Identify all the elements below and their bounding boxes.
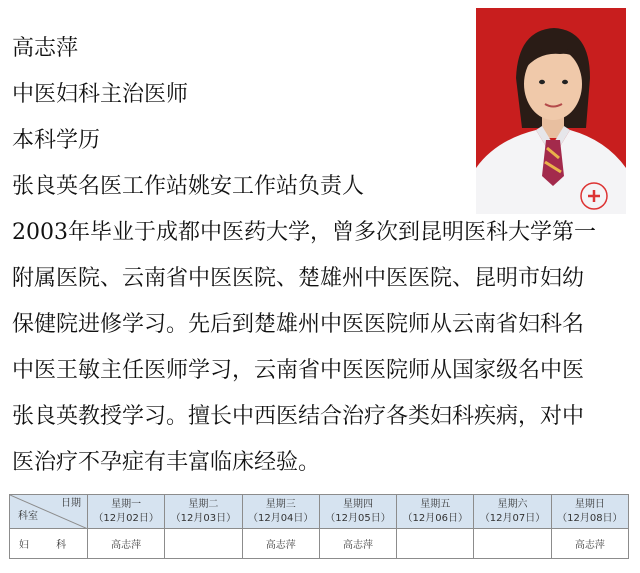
doctor-position: 张良英名医工作站姚安工作站负责人: [12, 174, 365, 199]
schedule-cell: 高志萍: [319, 529, 396, 559]
day-header: [319, 495, 396, 529]
day-weekday: 星期二: [188, 498, 219, 510]
doctor-name: 高志萍: [12, 36, 79, 61]
bio-line: 医治疗不孕症有丰富临床经验。: [12, 450, 321, 475]
bio-line: 附属医院、云南省中医医院、楚雄州中医医院、昆明市妇幼: [12, 266, 585, 291]
doctor-title: 中医妇科主治医师: [12, 82, 189, 107]
schedule-header-row: [10, 495, 629, 529]
day-weekday: 星期五: [420, 498, 451, 510]
day-header: [242, 495, 319, 529]
day-header: [88, 495, 165, 529]
day-date: （12月03日）: [170, 512, 237, 524]
schedule-cell: [165, 529, 242, 559]
day-header: [165, 495, 242, 529]
bio-line: 2003年毕业于成都中医药大学，曾多次到昆明医科大学第一: [12, 220, 596, 245]
schedule-cell: [397, 529, 474, 559]
department-cell: 妇 科: [10, 529, 88, 559]
day-date: （12月06日）: [402, 512, 468, 524]
schedule-cell: 高志萍: [88, 529, 165, 559]
bio-line: 张良英教授学习。擅长中西医结合治疗各类妇科疾病，对中: [12, 404, 585, 429]
corner-date-label: 日期: [61, 498, 81, 509]
schedule-cell: 高志萍: [551, 529, 628, 559]
doctor-portrait-icon: [476, 8, 626, 214]
day-weekday: 星期日: [574, 498, 605, 510]
schedule-cell: [474, 529, 551, 559]
day-weekday: 星期三: [265, 498, 296, 510]
day-weekday: 星期六: [497, 498, 528, 510]
schedule-table: [9, 494, 629, 559]
day-header: [474, 495, 551, 529]
day-date: （12月08日）: [557, 512, 623, 524]
schedule-cell: 高志萍: [242, 529, 319, 559]
day-date: （12月04日）: [247, 512, 314, 524]
day-date: （12月02日）: [93, 512, 159, 524]
doctor-portrait-photo: [476, 8, 626, 214]
schedule-corner-cell: [10, 495, 88, 529]
day-weekday: 星期一: [111, 498, 142, 510]
bio-line: 保健院进修学习。先后到楚雄州中医医院师从云南省妇科名: [12, 312, 585, 337]
day-date: （12月07日）: [479, 512, 546, 524]
bio-line: 中医王敏主任医师学习，云南省中医医院师从国家级名中医: [12, 358, 585, 383]
day-date: （12月05日）: [325, 512, 391, 524]
day-header: [397, 495, 474, 529]
doctor-education: 本科学历: [12, 128, 101, 153]
day-weekday: 星期四: [342, 498, 373, 510]
day-header: [551, 495, 628, 529]
corner-dept-label: 科室: [18, 511, 38, 522]
table-row: [10, 529, 629, 559]
